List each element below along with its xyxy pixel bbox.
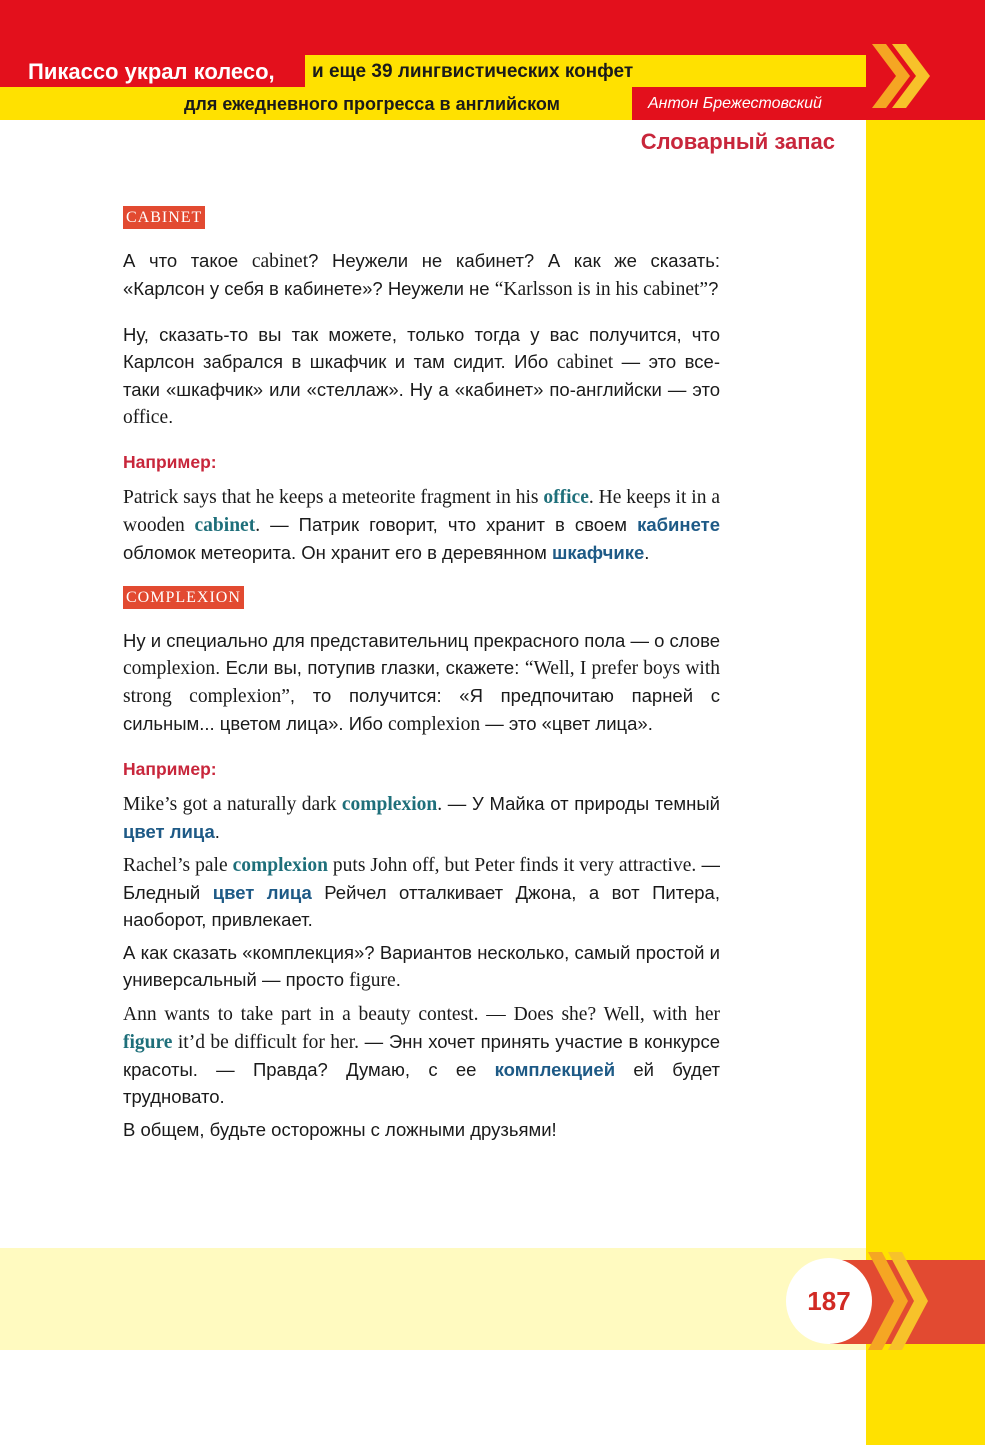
paragraph: А как сказать «комплекция»? Вариантов несколько, самый простой и универсальный — просто figure. xyxy=(123,942,720,991)
example-paragraph: Rachel’s pale complexion puts John off, but Peter finds it very attractive. — Бледный цвет лица Рейчел отталкивает Джона, а вот Питера, наоборот, привлекает. xyxy=(123,854,721,930)
term-tag-complexion: COMPLEXION xyxy=(123,586,244,609)
example-label: Например: xyxy=(123,759,217,779)
author-name: Антон Брежестовский xyxy=(648,95,822,112)
paragraph: Ну, сказать-то вы так можете, только тогда у вас получится, что Карлсон забрался в шкафчик и там сидит. Ибо cabinet — это все-таки «шкафчик» или «стеллаж». Ну а «кабинет» по-английски — это office. xyxy=(123,324,721,428)
book-subtitle-line2: для ежедневного прогресса в английском xyxy=(184,94,560,114)
chevrons-top-icon xyxy=(864,40,934,112)
example-paragraph: Mike’s got a naturally dark complexion. — У Майка от природы темный цвет лица. xyxy=(123,793,720,842)
book-title: Пикассо украл колесо, xyxy=(28,59,275,84)
closing-paragraph: В общем, будьте осторожны с ложными друзьями! xyxy=(123,1119,557,1140)
chevrons-bottom-icon xyxy=(862,1246,932,1356)
article-body xyxy=(101,200,720,1143)
example-paragraph: Patrick says that he keeps a meteorite fragment in his office. He keeps it in a wooden cabinet. — Патрик говорит, что хранит в своем кабинете обломок метеорита. Он хранит его в деревянном шкафчике. xyxy=(123,487,720,563)
example-label: Например: xyxy=(123,452,217,472)
book-subtitle: и еще 39 лингвистических конфет xyxy=(312,61,634,82)
page-number: 187 xyxy=(786,1258,872,1344)
footer-band xyxy=(0,1248,866,1350)
paragraph: Ну и специально для представительниц прекрасного пола — о слове complexion. Если вы, потупив глазки, скажете: “Well, I prefer boys with strong complexion”, то получится: «Я предпочитаю парней с сильным... цветом лица». Ибо complexion — это «цвет лица». xyxy=(123,630,720,735)
example-paragraph: Ann wants to take part in a beauty contest. — Does she? Well, with her figure it’d be difficult for her. — Энн хочет принять участие в конкурсе красоты. — Правда? Думаю, с ее комплекцией ей будет трудновато. xyxy=(123,1004,720,1107)
section-title: Словарный запас xyxy=(640,129,835,154)
term-tag-cabinet: CABINET xyxy=(123,206,205,229)
right-margin-bar xyxy=(866,0,985,1445)
paragraph: А что такое cabinet? Неужели не кабинет? А как же сказать: «Карлсон у себя в кабинете»? Неужели не “Karlsson is in his cabinet”? xyxy=(123,250,720,300)
